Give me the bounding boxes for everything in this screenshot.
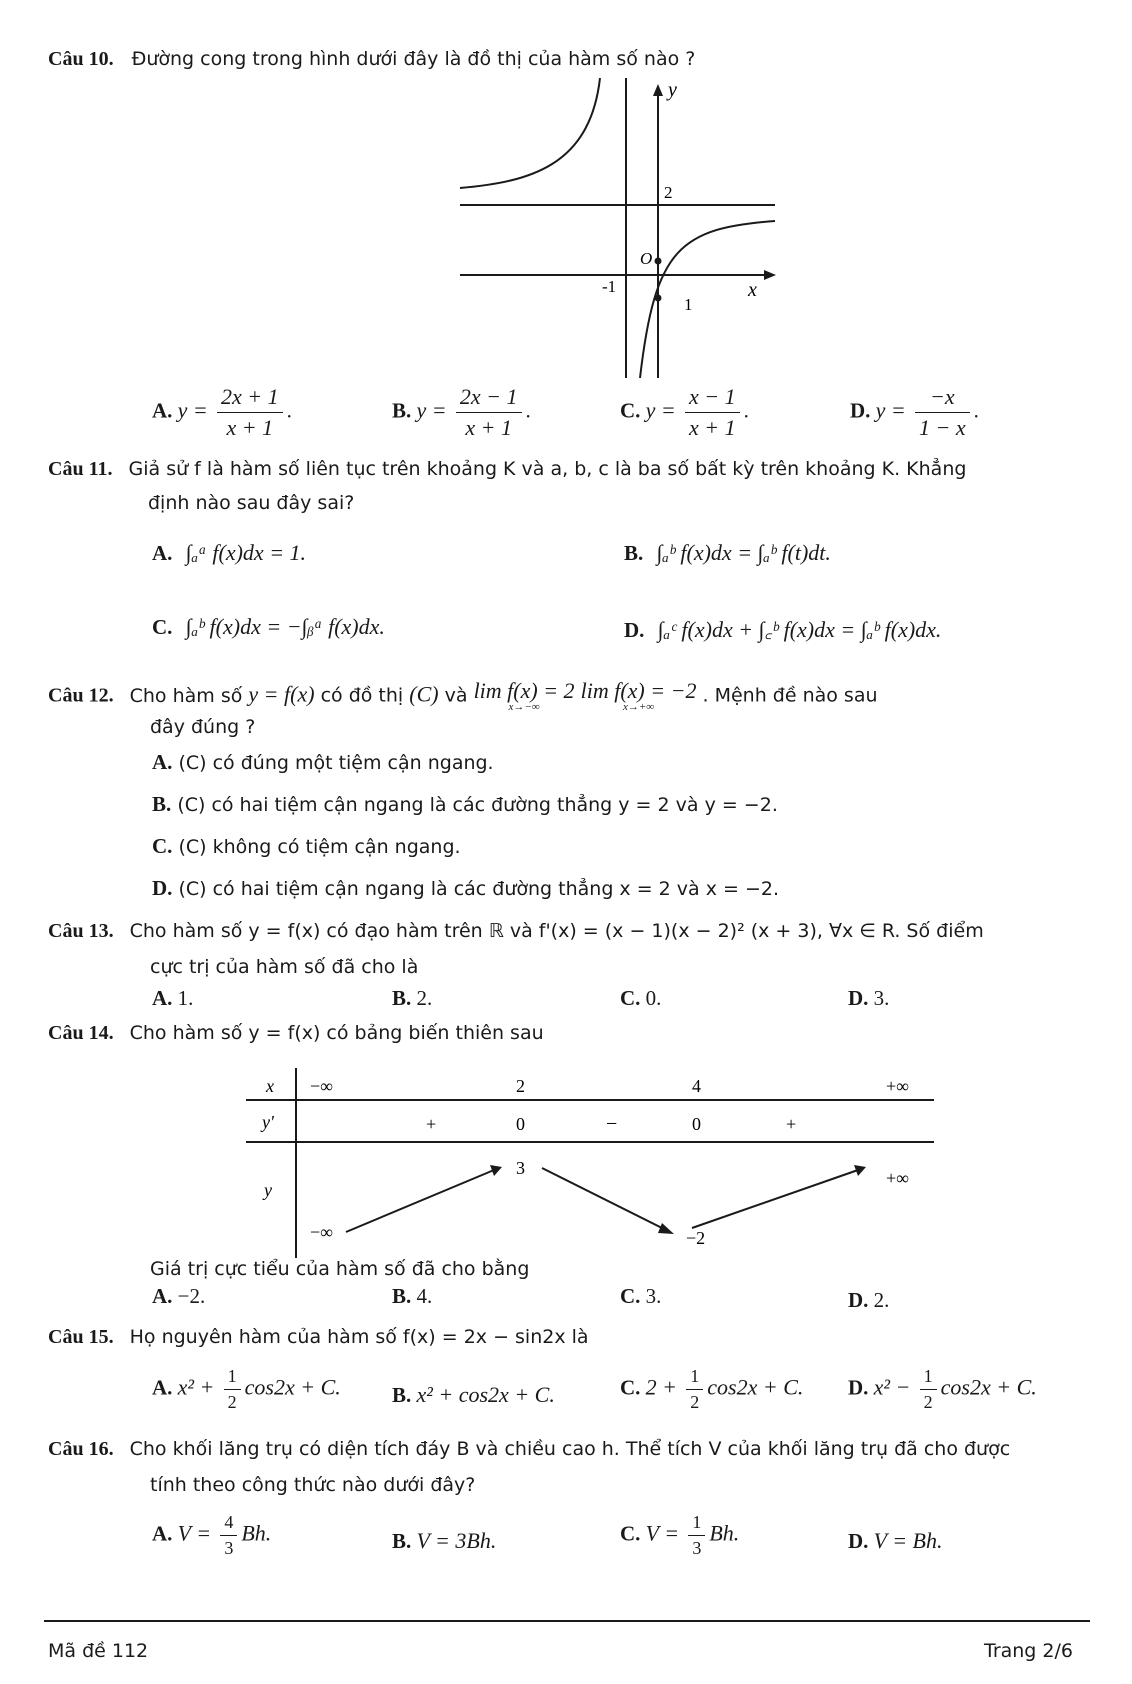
y-intercept-point [655, 258, 662, 265]
option-value: 2. [416, 986, 433, 1010]
q14-option-a[interactable] [152, 1284, 205, 1309]
q16-option-a[interactable] [152, 1512, 271, 1559]
option-lhs: y = [416, 397, 447, 423]
option-value: 3. [645, 1284, 662, 1308]
x-val-pos-inf: +∞ [886, 1076, 909, 1096]
origin-label: O [640, 249, 653, 268]
option-letter: C. [620, 1375, 641, 1400]
fraction-denominator: x + 1 [465, 415, 513, 440]
option-letter: B. [392, 1383, 412, 1407]
option-end: . [743, 398, 749, 423]
q15-option-a[interactable] [152, 1366, 341, 1413]
yprime-sign-3: + [786, 1114, 797, 1134]
q11-option-c[interactable] [152, 614, 385, 640]
option-letter: D. [624, 618, 645, 642]
y-axis-label: y [668, 79, 677, 101]
option-letter: A. [152, 1284, 173, 1308]
q16-option-b[interactable] [392, 1528, 496, 1554]
y-val-pos-inf: +∞ [886, 1168, 909, 1188]
yprime-sign-1: + [426, 1114, 437, 1134]
q11-line1: Giả sử f là hàm số liên tục trên khoảng K và a, b, c là ba số bất kỳ trên khoảng K. Khẳng [128, 458, 967, 480]
fraction-numerator: −x [915, 384, 970, 413]
q10-option-d[interactable] [850, 384, 979, 441]
q13-header [48, 920, 984, 943]
q12-line2: đây đúng ? [150, 716, 256, 738]
q15-option-d[interactable] [848, 1366, 1037, 1413]
fraction-numerator: 1 [224, 1366, 241, 1390]
q11-option-a[interactable] [152, 540, 306, 566]
option-letter: B. [392, 1529, 412, 1553]
option-lhs: y = [177, 397, 208, 423]
q12-text-e: và [444, 684, 468, 707]
q13-line1: Cho hàm số y = f(x) có đạo hàm trên ℝ và f'(x) = (x − 1)(x − 2)² (x + 3), ∀x ∈ R. Số điểm [129, 920, 984, 942]
q10-header [48, 48, 695, 71]
option-lhs: y = [645, 397, 676, 423]
option-lhs: y = [875, 397, 906, 423]
option-text: (C) có đúng một tiệm cận ngang. [178, 752, 494, 774]
option-letter: B. [392, 398, 412, 423]
option-letter: C. [620, 986, 641, 1010]
yprime-sign-2: − [606, 1113, 618, 1135]
option-pre: x² + [177, 1374, 215, 1400]
q15-option-c[interactable] [620, 1366, 803, 1413]
variation-table [246, 1068, 946, 1268]
option-post: cos2x + C. [940, 1374, 1037, 1400]
fraction-numerator: 1 [920, 1366, 937, 1390]
arrow-head-2 [658, 1223, 674, 1234]
tick-y-2: 2 [664, 183, 673, 202]
q14-label: Câu 14. [48, 1022, 114, 1044]
q11-option-d[interactable] [624, 614, 941, 644]
x-axis-arrow [764, 270, 776, 280]
q12-limit-2: lim f(x) = −2 [580, 678, 697, 703]
q11-label: Câu 11. [48, 458, 113, 480]
y-val-neg-inf: −∞ [310, 1222, 333, 1242]
y-val-min: −2 [686, 1228, 706, 1248]
option-letter: A. [152, 750, 173, 774]
x-val-4: 4 [692, 1076, 701, 1096]
q12-text-c: có đồ thị [320, 684, 404, 707]
q12-function: y = f(x) [248, 681, 315, 707]
y-axis-arrow [653, 84, 663, 96]
option-value: 4. [416, 1284, 433, 1308]
q15-line1: Họ nguyên hàm của hàm số f(x) = 2x − sin2x là [129, 1326, 589, 1348]
option-text: (C) có hai tiệm cận ngang là các đường thẳng x = 2 và x = −2. [178, 878, 780, 900]
q10-option-a[interactable] [152, 384, 292, 441]
option-letter: A. [152, 986, 173, 1010]
x-val-neg-inf: −∞ [310, 1076, 333, 1096]
fraction-denominator: 3 [692, 1538, 702, 1558]
option-value: 1. [177, 986, 194, 1010]
q14-line1: Cho hàm số y = f(x) có bảng biến thiên sau [129, 1022, 544, 1044]
option-pre: x² + cos2x + C. [416, 1382, 555, 1407]
table-row-yprime: y' [262, 1112, 274, 1132]
q14-question: Giá trị cực tiểu của hàm số đã cho bằng [150, 1258, 530, 1280]
q13-option-d[interactable] [848, 986, 889, 1011]
q16-option-c[interactable] [620, 1512, 739, 1559]
q10-text: Đường cong trong hình dưới đây là đồ thị của hàm số nào ? [131, 48, 696, 70]
fraction-denominator: 2 [227, 1392, 237, 1412]
q12-option-c[interactable] [152, 834, 461, 859]
option-text: (C) không có tiệm cận ngang. [178, 836, 461, 858]
fraction-numerator: 4 [220, 1512, 237, 1536]
option-letter: C. [152, 834, 173, 858]
y-val-max: 3 [516, 1158, 525, 1178]
q11-header [48, 458, 966, 481]
fraction-denominator: 1 − x [919, 415, 966, 440]
arrow-decrease [542, 1168, 666, 1230]
option-letter: D. [152, 876, 173, 900]
q13-line2: cực trị của hàm số đã cho là [150, 956, 419, 978]
option-letter: D. [848, 1288, 869, 1312]
option-letter: A. [152, 1375, 173, 1400]
curve-left-branch [460, 78, 600, 188]
fraction-denominator: x + 1 [226, 415, 274, 440]
table-row-x: x [266, 1076, 274, 1096]
fraction-denominator: 2 [923, 1392, 933, 1412]
x-val-2: 2 [516, 1076, 525, 1096]
q12-option-d[interactable] [152, 876, 779, 901]
q12-text-f: . Mệnh đề nào sau [702, 684, 878, 707]
q11-option-b[interactable] [624, 540, 831, 566]
option-letter: A. [152, 541, 173, 565]
option-letter: A. [152, 1521, 173, 1546]
option-value: 0. [645, 986, 662, 1010]
q16-header [48, 1438, 1010, 1461]
curve-point [655, 295, 662, 302]
q10-option-c[interactable] [620, 384, 749, 441]
arrow-increase-2 [692, 1170, 858, 1228]
option-pre: x² − [873, 1374, 911, 1400]
q13-option-c[interactable] [620, 986, 661, 1011]
option-end: . [525, 398, 531, 423]
q16-label: Câu 16. [48, 1438, 114, 1460]
fraction-denominator: 2 [690, 1392, 700, 1412]
option-expression: ∫ₐᵇ f(x)dx = ∫ₐᵇ f(t)dt. [656, 540, 831, 565]
q16-option-d[interactable] [848, 1528, 943, 1554]
arrow-increase-1 [346, 1170, 494, 1232]
q12-option-a[interactable] [152, 750, 494, 775]
fraction-numerator: 2x − 1 [456, 384, 522, 413]
x-axis-label: x [748, 279, 757, 301]
option-letter: B. [624, 541, 644, 565]
q10-label: Câu 10. [48, 48, 114, 70]
option-pre: V = Bh. [873, 1528, 943, 1553]
page-number: Trang 2/6 [984, 1640, 1073, 1662]
q10-option-b[interactable] [392, 384, 531, 441]
option-letter: C. [152, 615, 173, 639]
option-letter: C. [620, 1284, 641, 1308]
q15-label: Câu 15. [48, 1326, 114, 1348]
option-letter: C. [620, 398, 641, 423]
option-pre: V = 3Bh. [416, 1528, 497, 1553]
q12-header [48, 680, 878, 713]
option-expression: ∫ₐᶜ f(x)dx + ∫꜀ᵇ f(x)dx = ∫ₐᵇ f(x)dx. [657, 617, 942, 642]
fraction-numerator: 2x + 1 [217, 384, 283, 413]
option-value: −2. [177, 1284, 206, 1308]
option-pre: 2 + [645, 1374, 678, 1400]
option-letter: B. [392, 1284, 412, 1308]
option-letter: D. [850, 398, 871, 423]
option-post: cos2x + C. [707, 1374, 804, 1400]
q14-header [48, 1022, 544, 1045]
q12-limit-1-sub: x→−∞ [508, 701, 540, 713]
q12-limit-2-sub: x→+∞ [622, 701, 655, 713]
q14-option-c[interactable] [620, 1284, 661, 1309]
option-expression: ∫ₐᵃ f(x)dx = 1. [185, 540, 307, 565]
option-letter: C. [620, 1521, 641, 1546]
option-value: 3. [873, 986, 890, 1010]
option-pre: V = [645, 1520, 680, 1546]
option-post: Bh. [241, 1520, 272, 1546]
q11-line2: định nào sau đây sai? [148, 492, 355, 514]
q14-option-d[interactable] [848, 1288, 889, 1313]
option-letter: D. [848, 986, 869, 1010]
fraction-numerator: x − 1 [685, 384, 740, 413]
option-letter: B. [152, 792, 172, 816]
q15-header [48, 1326, 589, 1349]
option-letter: D. [848, 1529, 869, 1553]
q16-line1: Cho khối lăng trụ có diện tích đáy B và chiều cao h. Thể tích V của khối lăng trụ đã cho được [129, 1438, 1011, 1460]
q12-label: Câu 12. [48, 684, 114, 707]
q13-label: Câu 13. [48, 920, 114, 942]
q16-line2: tính theo công thức nào dưới đây? [150, 1474, 476, 1496]
q10-graph [440, 78, 780, 378]
option-letter: A. [152, 398, 173, 423]
option-expression: ∫ₐᵇ f(x)dx = −∫ᵦᵃ f(x)dx. [185, 614, 385, 639]
yprime-zero-2: 0 [692, 1114, 701, 1134]
tick-x-minus-1: -1 [602, 277, 617, 296]
option-post: Bh. [709, 1520, 740, 1546]
fraction-denominator: 3 [224, 1538, 234, 1558]
yprime-zero-1: 0 [516, 1114, 525, 1134]
exam-code: Mã đề 112 [48, 1640, 149, 1662]
q14-option-b[interactable] [392, 1284, 432, 1309]
option-end: . [973, 398, 979, 423]
q12-limit-1: lim f(x) = 2 [473, 678, 575, 703]
q12-curve: (C) [409, 681, 439, 707]
tick-x-1: 1 [684, 295, 693, 314]
footer-divider [44, 1620, 1090, 1622]
option-post: cos2x + C. [244, 1374, 341, 1400]
q13-option-b[interactable] [392, 986, 432, 1011]
q12-text-a: Cho hàm số [129, 684, 243, 707]
option-letter: D. [848, 1375, 869, 1400]
table-row-y: y [264, 1180, 272, 1200]
option-text: (C) có hai tiệm cận ngang là các đường thẳng y = 2 và y = −2. [177, 794, 778, 816]
fraction-numerator: 1 [686, 1366, 703, 1390]
q15-option-b[interactable] [392, 1382, 555, 1408]
option-letter: B. [392, 986, 412, 1010]
q12-option-b[interactable] [152, 792, 778, 817]
option-value: 2. [873, 1288, 890, 1312]
option-pre: V = [177, 1520, 212, 1546]
fraction-numerator: 1 [688, 1512, 705, 1536]
option-end: . [286, 398, 292, 423]
q13-option-a[interactable] [152, 986, 193, 1011]
fraction-denominator: x + 1 [689, 415, 736, 440]
